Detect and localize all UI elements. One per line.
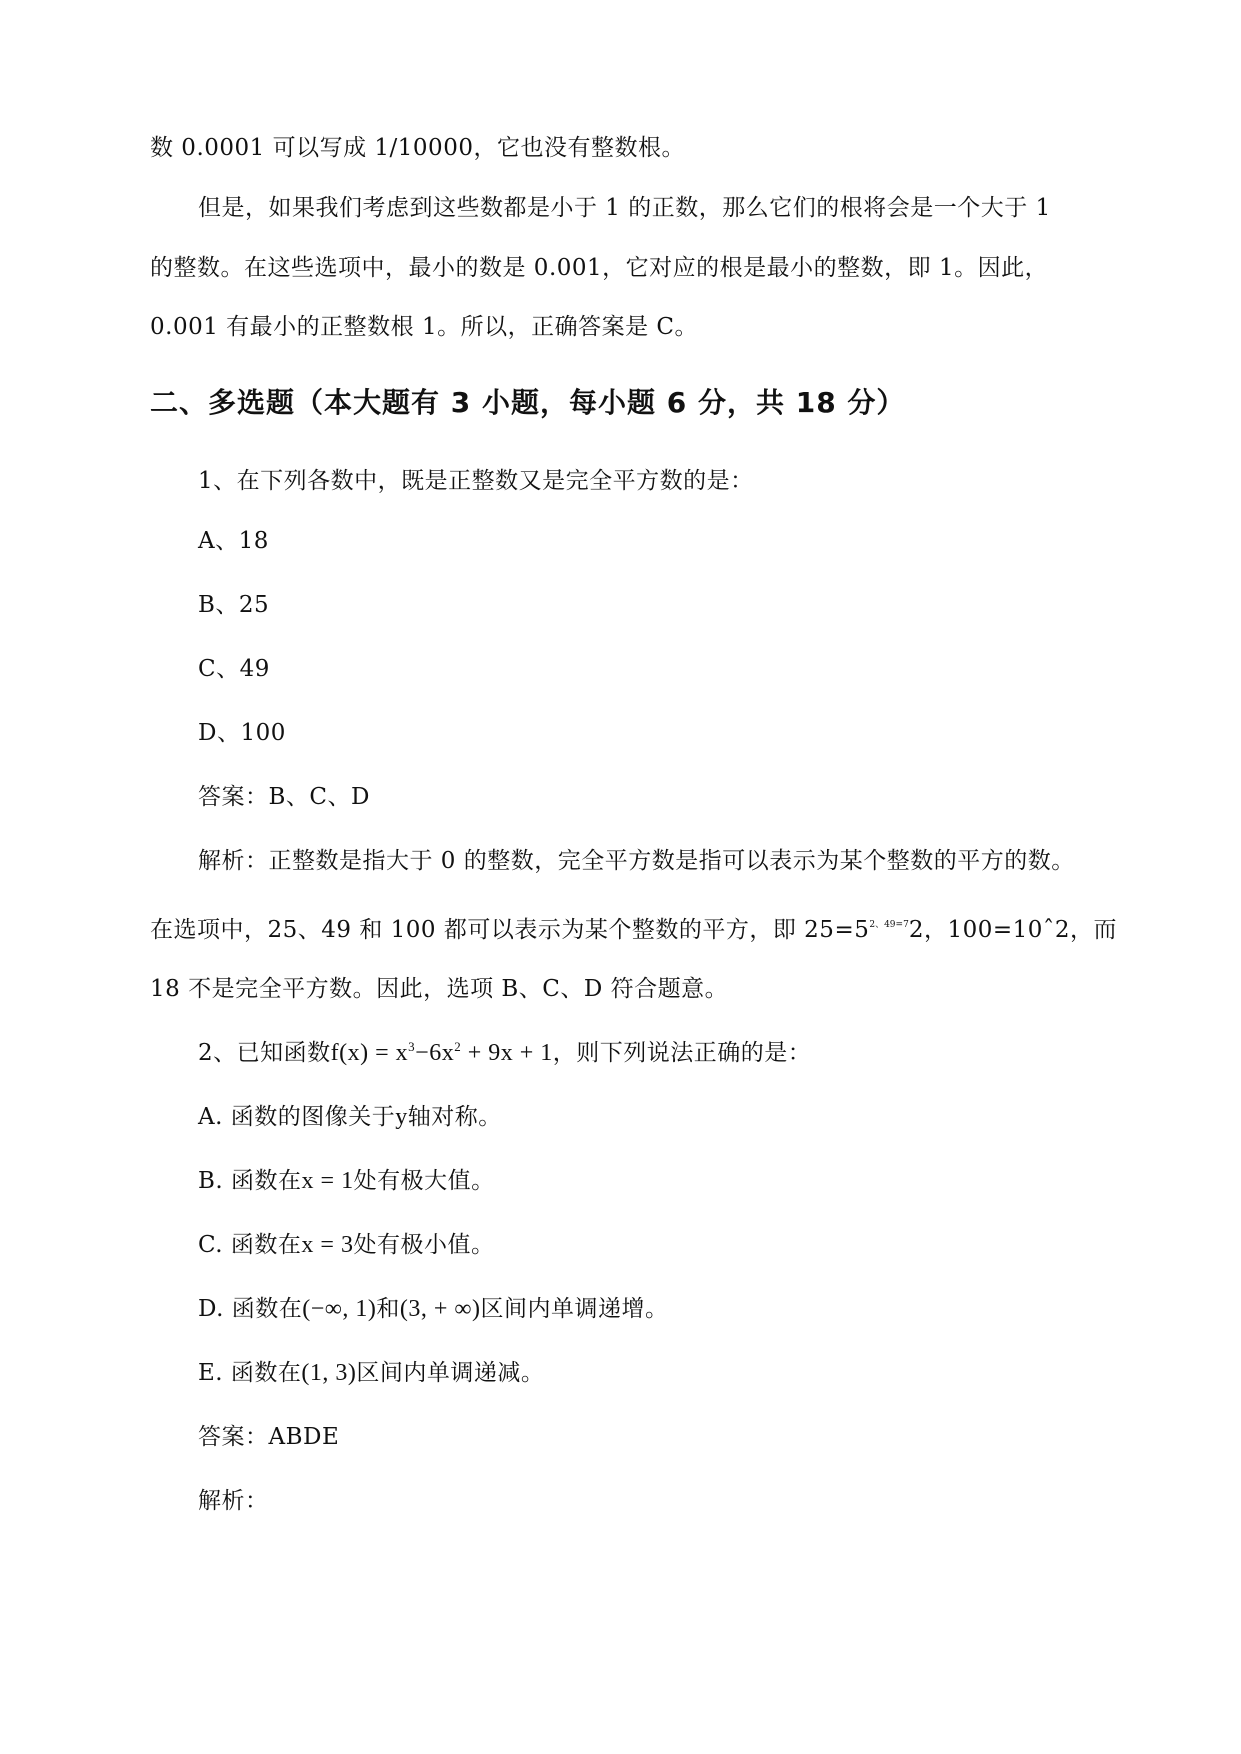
option-text: 处有极小值。	[353, 1232, 495, 1258]
option-text: 区间内单调递增。	[480, 1296, 669, 1322]
option-text: C. 函数在	[198, 1232, 302, 1258]
option-math: y	[395, 1104, 408, 1130]
option-math: x = 3	[301, 1232, 354, 1258]
option-text: 区间内单调递减。	[356, 1360, 545, 1386]
paragraph-line: 但是，如果我们考虑到这些数都是小于 1 的正数，那么它们的根将会是一个大于 1	[198, 195, 1051, 221]
section-heading: 二、多选题（本大题有 3 小题，每小题 6 分，共 18 分）	[150, 386, 906, 419]
paragraph-line: 0.001 有最小的正整数根 1。所以，正确答案是 C。	[150, 314, 699, 340]
q2-option-e	[198, 1358, 544, 1388]
formula-part: f(x) = x	[330, 1040, 409, 1066]
formula-part: + 9x + 1	[461, 1040, 553, 1066]
q1-explanation-line: 解析：正整数是指大于 0 的整数，完全平方数是指可以表示为某个整数的平方的数。	[198, 848, 1075, 874]
q2-function-formula	[331, 1040, 553, 1066]
option-math: (1, 3)	[301, 1360, 357, 1386]
paragraph-line: 的整数。在这些选项中，最小的数是 0.001，它对应的根是最小的整数，即 1。因此，	[150, 255, 1049, 281]
q2-answer: 答案：ABDE	[198, 1424, 340, 1450]
option-text: E. 函数在	[198, 1360, 302, 1386]
option-math: (−∞, 1)	[302, 1296, 377, 1322]
q1-explanation-line: 18 不是完全平方数。因此，选项 B、C、D 符合题意。	[150, 976, 729, 1002]
q2-option-b	[198, 1166, 495, 1196]
option-text: 处有极大值。	[353, 1168, 495, 1194]
q1-option-d: D、100	[198, 720, 286, 746]
q2-explanation-label: 解析：	[198, 1488, 269, 1514]
q2-option-a	[198, 1102, 502, 1132]
explanation-text: 2，100=10ˆ2，而	[908, 917, 1118, 943]
option-text: 轴对称。	[407, 1104, 502, 1130]
formula-exponent: 2	[454, 1039, 462, 1054]
q1-option-b: B、25	[198, 592, 270, 618]
q1-answer: 答案：B、C、D	[198, 784, 370, 810]
q1-explanation-line	[150, 910, 1117, 945]
q1-stem: 1、在下列各数中，既是正整数又是完全平方数的是：	[198, 468, 754, 494]
option-math: x = 1	[301, 1168, 354, 1194]
q2-stem	[198, 1038, 811, 1068]
option-text: D. 函数在	[198, 1296, 303, 1322]
explanation-text: 在选项中，25、49 和 100 都可以表示为某个整数的平方，即 25=5	[150, 917, 870, 943]
q2-stem-suffix: ，则下列说法正确的是：	[552, 1040, 812, 1066]
q2-stem-prefix: 2、已知函数	[198, 1040, 331, 1066]
formula-part: −6x	[415, 1040, 455, 1066]
q2-option-c	[198, 1230, 494, 1260]
superscript-text: 2、49=7	[869, 920, 909, 930]
q2-option-d	[198, 1294, 669, 1324]
q1-option-a: A、18	[198, 528, 269, 554]
formula-exponent: 3	[408, 1039, 416, 1054]
option-math: (3, + ∞)	[399, 1296, 481, 1322]
option-text: B. 函数在	[198, 1168, 302, 1194]
option-text: A. 函数的图像关于	[198, 1104, 396, 1130]
q1-option-c: C、49	[198, 656, 270, 682]
paragraph-line: 数 0.0001 可以写成 1/10000，它也没有整数根。	[150, 135, 685, 161]
option-text: 和	[376, 1296, 400, 1322]
